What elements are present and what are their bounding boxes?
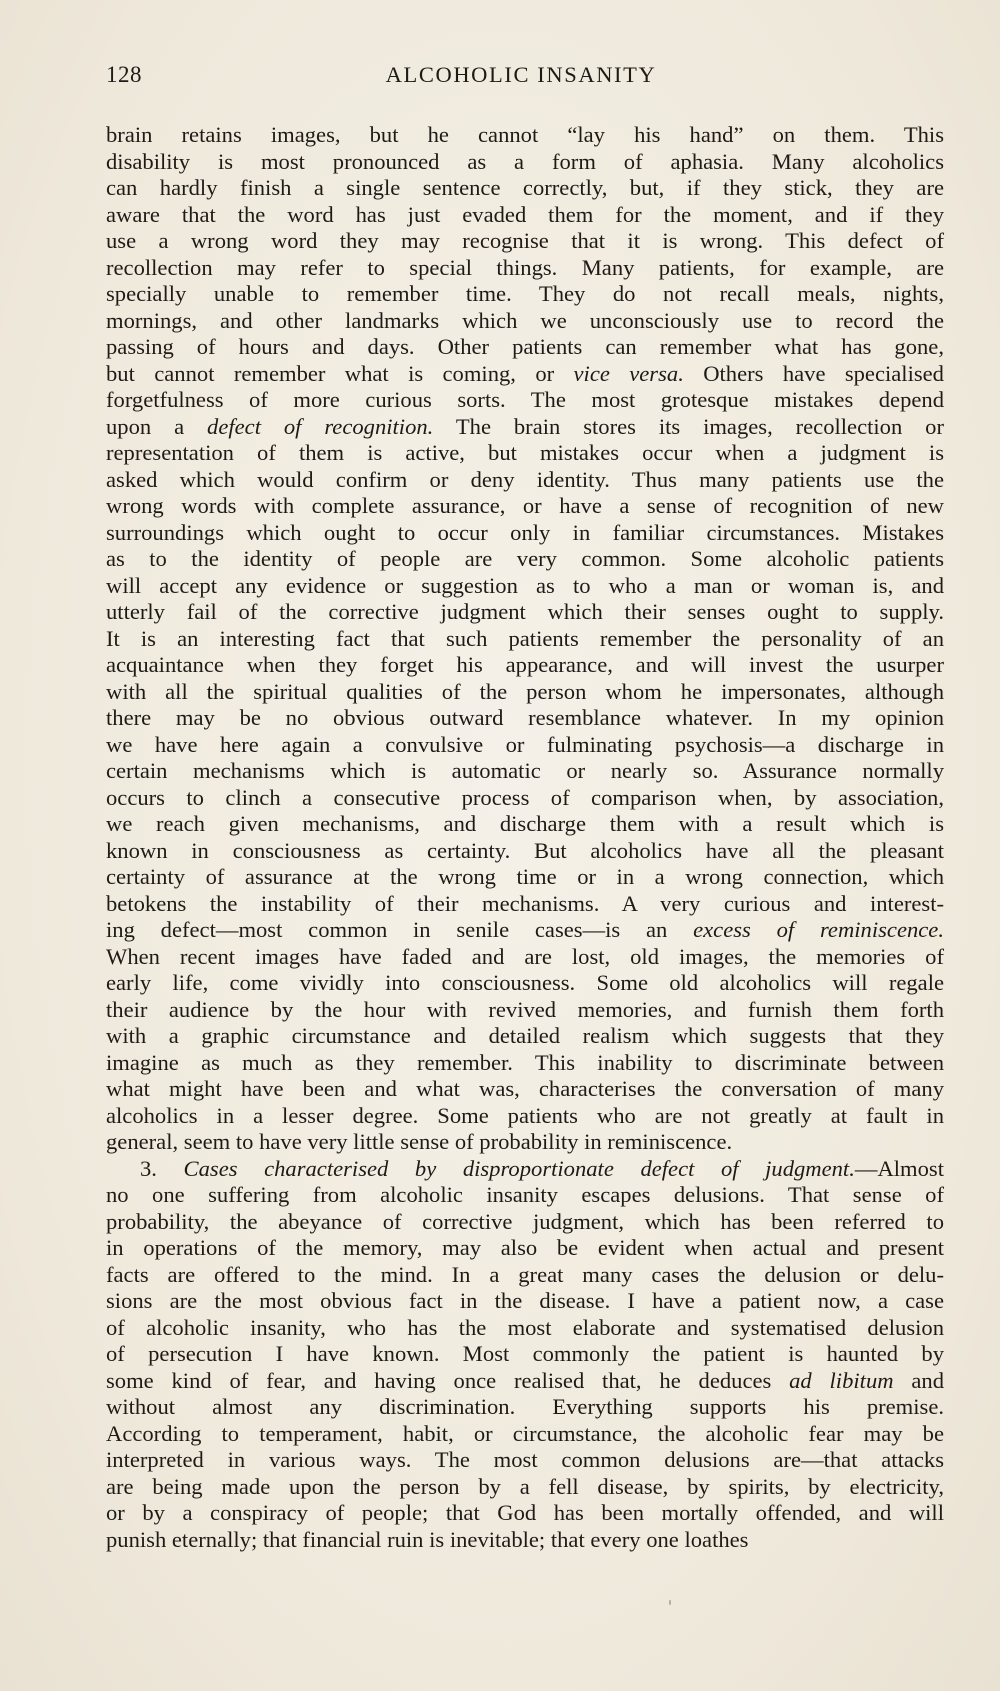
- text-run: will accept any evidence or suggestion as to who a man or woman is, and: [106, 572, 944, 598]
- text-run: certain mechanisms which is automatic or nearly so. Assurance normally: [106, 758, 944, 783]
- text-run: representation of them is active, but mistakes occur when a judgment is: [106, 440, 944, 465]
- text-run: surroundings which ought to occur only in familiar circumstances. Mistakes: [106, 519, 944, 545]
- text-run: or by a conspiracy of people; that God has been mortally offended, and will: [106, 1500, 944, 1525]
- text-line: [106, 308, 944, 335]
- text-run: brain retains images, but he cannot “lay his hand” on them. This: [106, 122, 944, 147]
- text-run: certainty of assurance at the wrong time or in a wrong connection, which: [106, 864, 944, 889]
- text-run: utterly fail of the corrective judgment which their senses ought to supply.: [106, 599, 944, 624]
- text-run: we reach given mechanisms, and discharge them with a result which is: [106, 811, 944, 836]
- text-line: [106, 785, 944, 812]
- text-line: [106, 467, 944, 494]
- text-line: [106, 626, 944, 653]
- text-line: [106, 1050, 944, 1077]
- text-run: sions are the most obvious fact in the disease. I have a patient now, a case: [106, 1288, 944, 1313]
- italic-text: ad libitum: [789, 1367, 894, 1393]
- page-number: 128: [106, 62, 142, 87]
- text-line: [106, 149, 944, 176]
- text-run: interpreted in various ways. The most common delusions are—that attacks: [106, 1447, 944, 1472]
- text-line: [106, 997, 944, 1024]
- text-run: there may be no obvious outward resemblance whatever. In my opinion: [106, 705, 944, 730]
- text-run: upon a: [106, 413, 208, 439]
- text-line: [106, 1288, 944, 1315]
- text-line: [106, 546, 944, 573]
- italic-text: excess of reminiscence.: [693, 917, 944, 942]
- text-run: alcoholics in a lesser degree. Some patients who are not greatly at fault in: [106, 1102, 944, 1128]
- text-run: aware that the word has just evaded them for the moment, and if they: [106, 201, 944, 227]
- text-run: ing defect—most common in senile cases—is an: [106, 917, 694, 942]
- text-run: mornings, and other landmarks which we unconsciously use to record the: [106, 307, 944, 333]
- body-text: [106, 122, 944, 1553]
- text-line: [106, 1421, 944, 1448]
- text-line: [106, 732, 944, 759]
- paper-speck: [669, 1600, 671, 1605]
- text-run: as to the identity of people are very common. Some alcoholic patients: [106, 546, 944, 571]
- text-run: their audience by the hour with revived memories, and furnish them forth: [106, 996, 944, 1022]
- text-line: [106, 440, 944, 467]
- page-header: [106, 62, 936, 96]
- text-line: [106, 281, 944, 308]
- text-line: [106, 679, 944, 706]
- text-line: [106, 864, 944, 891]
- italic-text: Cases characterised by disproportionate defect of judgment.: [183, 1155, 855, 1181]
- text-run: some kind of fear, and having once realised that, he deduces: [106, 1367, 790, 1393]
- text-line: [106, 1076, 944, 1103]
- text-run: imagine as much as they remember. This inability to discriminate between: [106, 1049, 944, 1075]
- text-line: [106, 387, 944, 414]
- text-line: [106, 891, 944, 918]
- text-run: It is an interesting fact that such patients remember the personality of an: [106, 625, 944, 651]
- text-run: early life, come vividly into consciousness. Some old alcoholics will regale: [106, 970, 944, 995]
- text-run: with all the spiritual qualities of the person whom he impersonates, although: [106, 678, 944, 704]
- text-line: [106, 970, 944, 997]
- text-run: can hardly finish a single sentence correctly, but, if they stick, they are: [106, 175, 944, 200]
- text-run: passing of hours and days. Other patients can remember what has gone,: [106, 334, 944, 359]
- text-line: [106, 1182, 944, 1209]
- text-run: forgetfulness of more curious sorts. The most grotesque mistakes depend: [106, 387, 944, 412]
- text-line: [106, 520, 944, 547]
- text-run: The brain stores its images, recollection or: [433, 413, 944, 439]
- text-line: [106, 1447, 944, 1474]
- text-line: [106, 1368, 944, 1395]
- text-line: [106, 334, 944, 361]
- text-line: [106, 1474, 944, 1501]
- text-run: and: [893, 1367, 944, 1393]
- text-run: asked which would confirm or deny identity. Thus many patients use the: [106, 466, 944, 492]
- text-run: but cannot remember what is coming, or: [106, 360, 574, 386]
- text-run: what might have been and what was, characterises the conversation of many: [106, 1076, 944, 1101]
- text-run: we have here again a convulsive or fulminating psychosis—a discharge in: [106, 731, 944, 757]
- text-run: —Almost: [854, 1155, 944, 1181]
- text-run: use a wrong word they may recognise that it is wrong. This defect of: [106, 228, 944, 253]
- text-line: [106, 1103, 944, 1130]
- text-line: [106, 175, 944, 202]
- text-run: known in consciousness as certainty. But alcoholics have all the pleasant: [106, 837, 944, 863]
- text-line: [106, 361, 944, 388]
- text-line: [106, 944, 944, 971]
- italic-text: defect of recognition.: [207, 413, 434, 439]
- text-line: [106, 255, 944, 282]
- text-line: [106, 228, 944, 255]
- text-line: [106, 917, 944, 944]
- text-line: [106, 414, 944, 441]
- running-title: ALCOHOLIC INSANITY: [385, 62, 657, 87]
- text-line: [106, 758, 944, 785]
- text-line: [106, 838, 944, 865]
- text-run: no one suffering from alcoholic insanity escapes delusions. That sense of: [106, 1182, 944, 1207]
- text-run: 3.: [140, 1155, 184, 1181]
- italic-text: vice versa.: [573, 360, 684, 386]
- text-line: [106, 1023, 944, 1050]
- text-run: acquaintance when they forget his appearance, and will invest the usurper: [106, 652, 944, 677]
- text-line: [106, 1209, 944, 1236]
- text-line: [106, 573, 944, 600]
- text-line: [106, 652, 944, 679]
- text-line: [106, 1341, 944, 1368]
- text-line: [106, 1527, 944, 1554]
- text-run: recollection may refer to special things. Many patients, for example, are: [106, 254, 944, 280]
- text-line: [106, 1262, 944, 1289]
- text-line: [106, 493, 944, 520]
- text-line: [106, 599, 944, 626]
- text-run: punish eternally; that financial ruin is inevitable; that every one loathes: [106, 1526, 749, 1552]
- text-line: [106, 705, 944, 732]
- text-run: of persecution I have known. Most commonly the patient is haunted by: [106, 1341, 944, 1366]
- text-line: [106, 122, 944, 149]
- text-run: without almost any discrimination. Everything supports his premise.: [106, 1394, 944, 1419]
- text-run: betokens the instability of their mechanisms. A very curious and interest-: [106, 890, 944, 916]
- text-run: occurs to clinch a consecutive process of comparison when, by association,: [106, 784, 944, 810]
- text-run: wrong words with complete assurance, or have a sense of recognition of new: [106, 493, 944, 518]
- text-line: [106, 1235, 944, 1262]
- text-run: are being made upon the person by a fell disease, by spirits, by electricity,: [106, 1473, 944, 1499]
- text-run: of alcoholic insanity, who has the most elaborate and systematised delusion: [106, 1314, 944, 1340]
- text-line: [106, 1156, 944, 1183]
- text-run: probability, the abeyance of corrective judgment, which has been referred to: [106, 1208, 944, 1234]
- text-line: [106, 1315, 944, 1342]
- text-run: general, seem to have very little sense of probability in reminiscence.: [106, 1129, 733, 1154]
- text-run: in operations of the memory, may also be evident when actual and present: [106, 1235, 944, 1260]
- text-line: [106, 811, 944, 838]
- text-line: [106, 202, 944, 229]
- text-run: According to temperament, habit, or circumstance, the alcoholic fear may be: [106, 1420, 944, 1446]
- text-line: [106, 1129, 944, 1156]
- text-run: facts are offered to the mind. In a great many cases the delusion or delu-: [106, 1261, 944, 1287]
- text-line: [106, 1500, 944, 1527]
- text-run: with a graphic circumstance and detailed realism which suggests that they: [106, 1023, 944, 1048]
- text-line: [106, 1394, 944, 1421]
- text-run: When recent images have faded and are lost, old images, the memories of: [106, 943, 944, 969]
- text-run: Others have specialised: [683, 360, 944, 386]
- text-run: specially unable to remember time. They do not recall meals, nights,: [106, 281, 944, 306]
- text-run: disability is most pronounced as a form of aphasia. Many alcoholics: [106, 148, 944, 174]
